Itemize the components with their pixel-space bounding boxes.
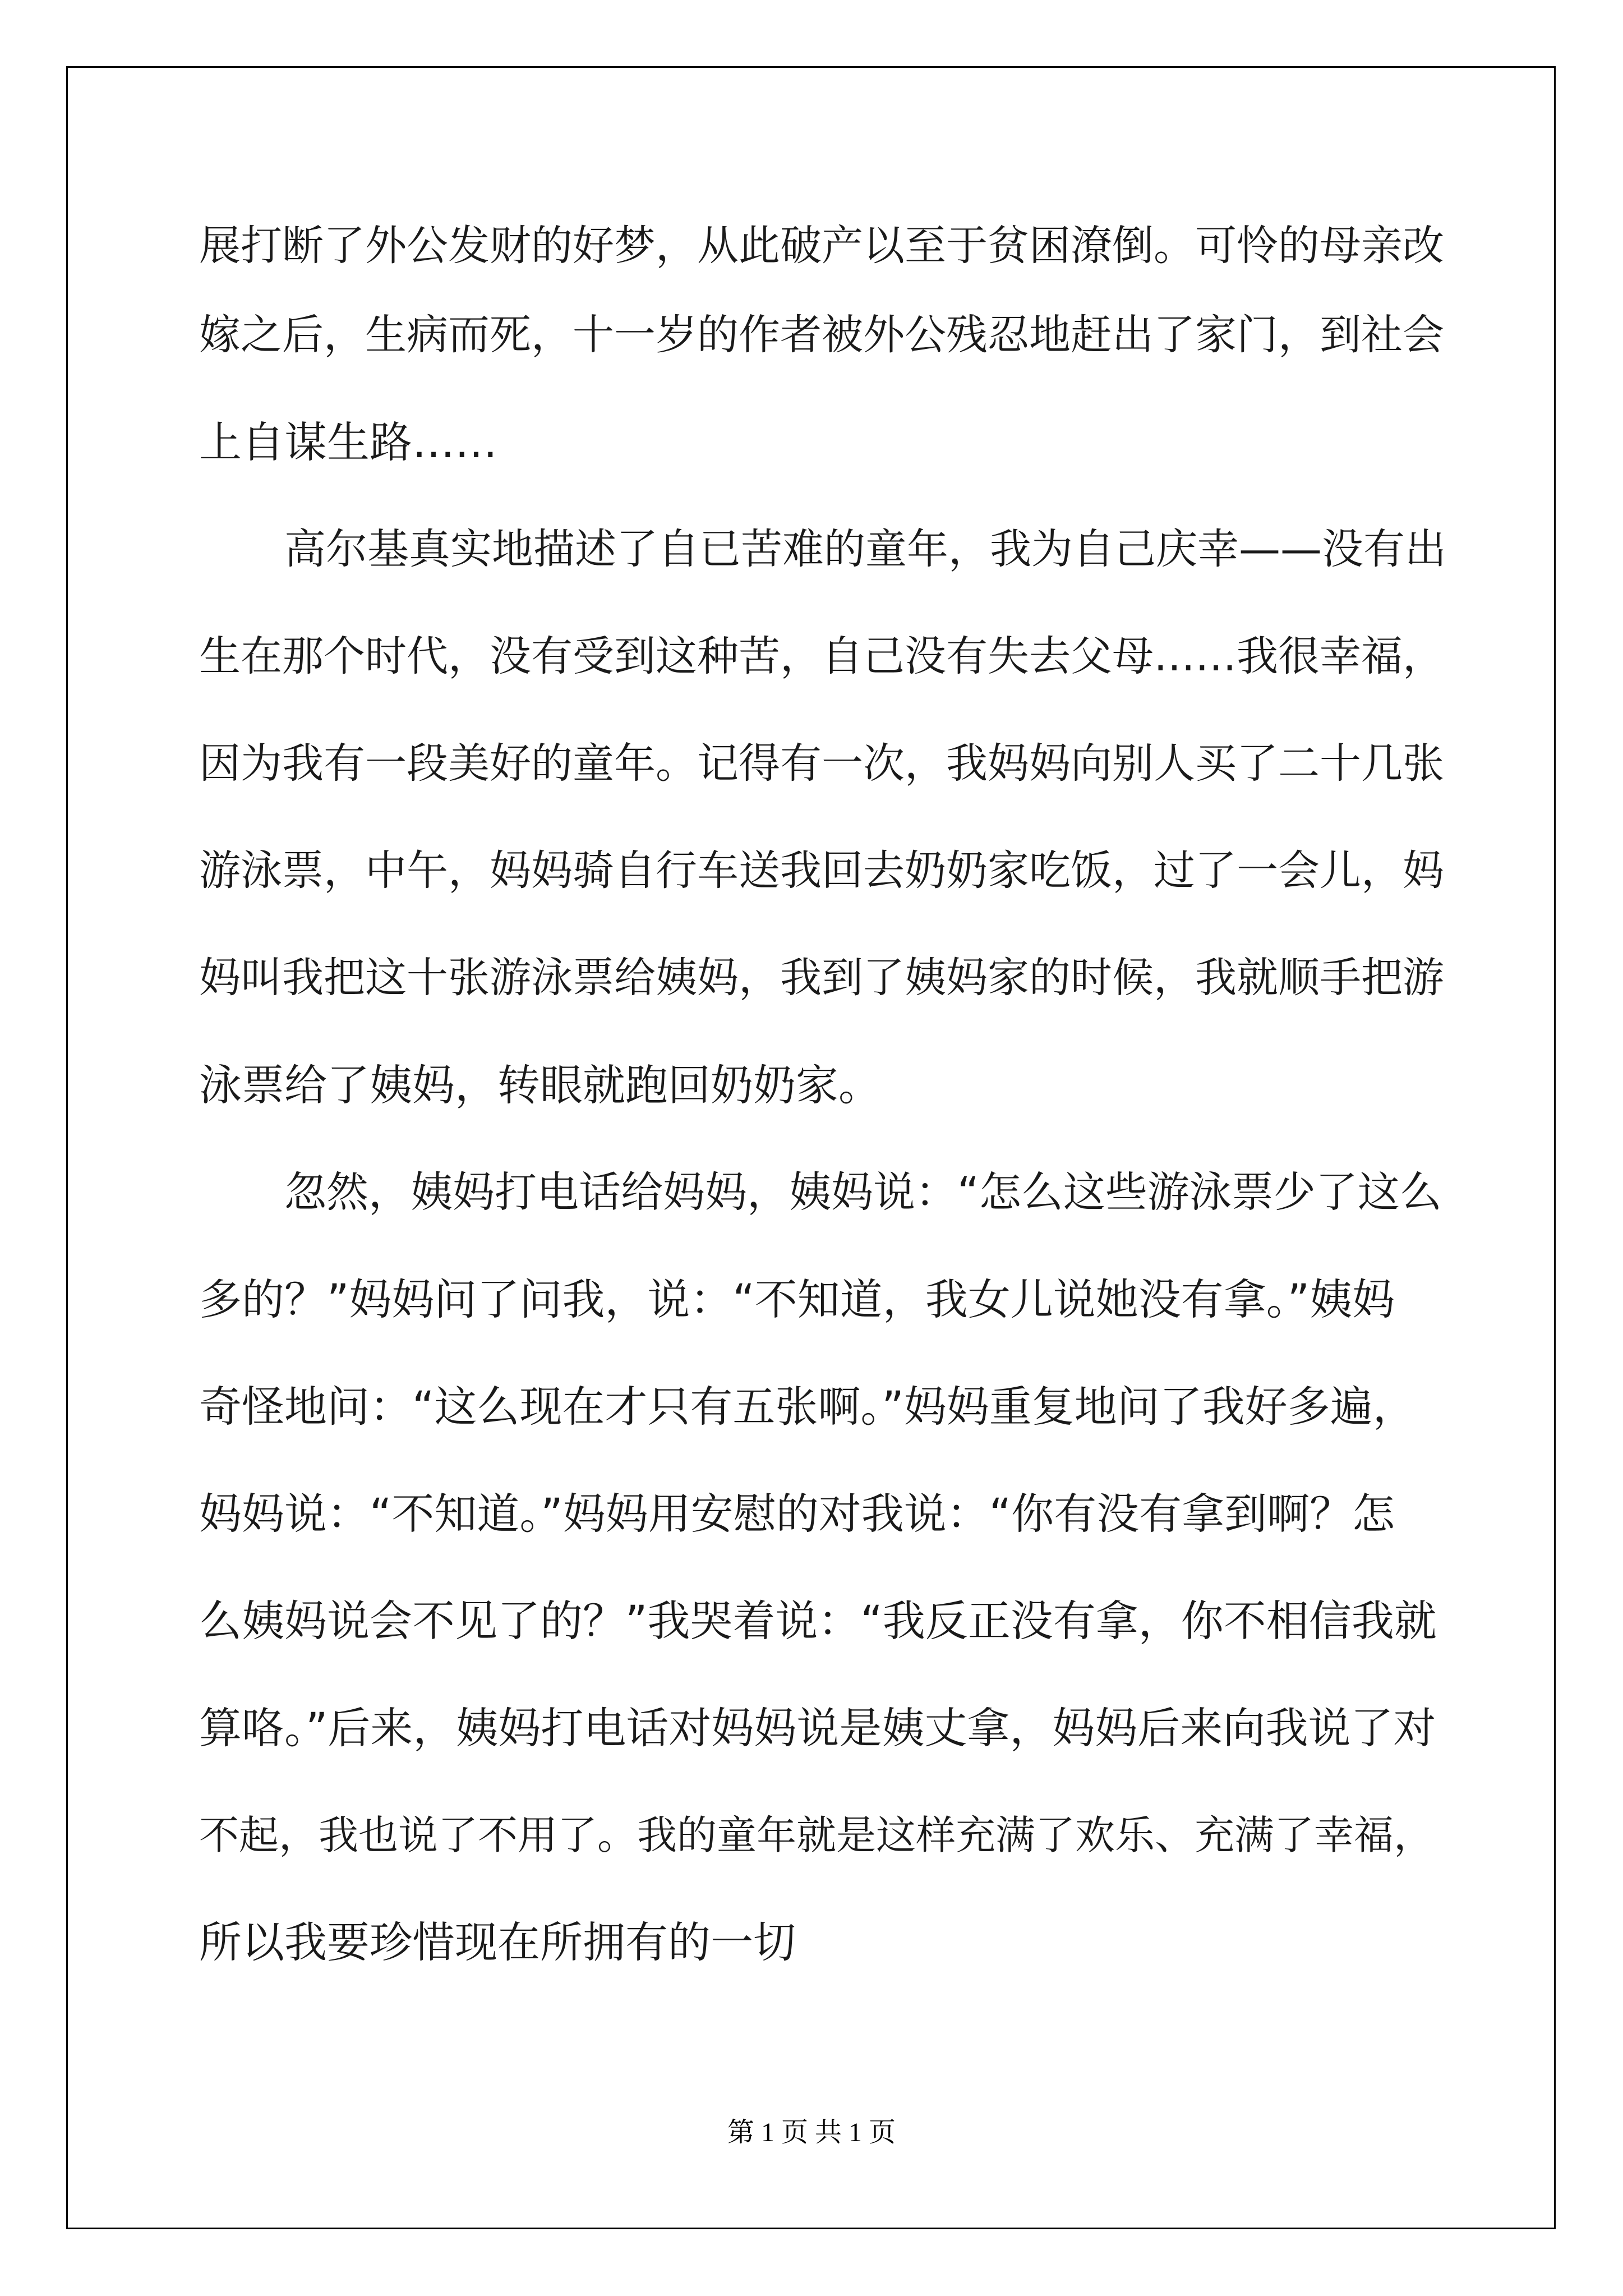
text-line: 展打断了外公发财的好梦，从此破产以至于贫困潦倒。可怜的母亲改 (199, 222, 1444, 270)
text-line: 算咯。”后来，姨妈打电话对妈妈说是姨丈拿，妈妈后来向我说了对 (199, 1703, 1436, 1753)
text-line: 么姨妈说会不见了的？”我哭着说：“我反正没有拿，你不相信我就 (199, 1596, 1437, 1646)
text-line: 上自谋生路…… (199, 417, 497, 467)
text-line: 奇怪地问：“这么现在才只有五张啊。”妈妈重复地问了我好多遍， (199, 1382, 1415, 1432)
text-line: 嫁之后，生病而死，十一岁的作者被外公残忍地赶出了家门，到社会 (199, 311, 1444, 359)
document-body (199, 210, 1450, 1996)
text-line: 生在那个时代，没有受到这种苦，自己没有失去父母……我很幸福， (199, 632, 1444, 680)
text-line: 因为我有一段美好的童年。记得有一次，我妈妈向别人买了二十几张 (199, 739, 1444, 788)
paragraph-start-line: 高尔基真实地描述了自已苦难的童年，我为自己庆幸——没有出 (284, 525, 1446, 573)
text-line: 不起，我也说了不用了。我的童年就是这样充满了欢乐、充满了幸福， (199, 1812, 1434, 1858)
paragraph-start-line: 忽然，姨妈打电话给妈妈，姨妈说：“怎么这些游泳票少了这么 (284, 1167, 1442, 1217)
text-line: 所以我要珍惜现在所拥有的一切 (199, 1917, 796, 1967)
text-line: 游泳票，中午，妈妈骑自行车送我回去奶奶家吃饭，过了一会儿，妈 (199, 846, 1444, 895)
text-line: 泳票给了姨妈，转眼就跑回奶奶家。 (199, 1060, 881, 1110)
text-line: 妈叫我把这十张游泳票给姨妈，我到了姨妈家的时候，我就顺手把游 (199, 954, 1444, 1002)
text-line: 妈妈说：“不知道。”妈妈用安慰的对我说：“你有没有拿到啊？怎 (199, 1489, 1395, 1539)
text-line: 多的？”妈妈问了问我，说：“不知道，我女儿说她没有拿。”姨妈 (199, 1274, 1395, 1324)
page-number-footer: 第 1 页 共 1 页 (727, 2118, 896, 2147)
